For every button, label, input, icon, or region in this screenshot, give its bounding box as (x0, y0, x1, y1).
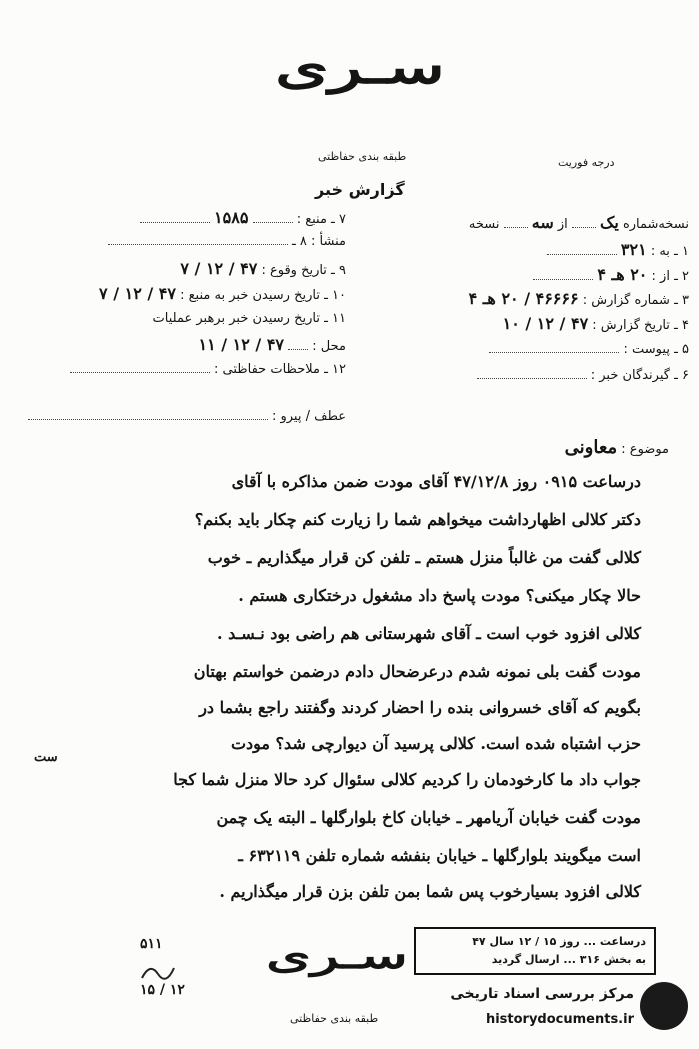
classification-label-top: طبقه بندی حفاظتی (318, 150, 407, 163)
reference-row (28, 409, 346, 424)
event-date-row (180, 259, 346, 278)
ops-receipt-row (153, 311, 346, 326)
body-annotation: ست (34, 750, 58, 765)
report-number-row (469, 289, 689, 308)
dispatch-line-2: به بخش ۳۱۶ ... ارسال گردید (491, 953, 646, 966)
report-date-row (503, 314, 689, 333)
from-value: ۲۰ هـ ۴ (597, 265, 648, 284)
copies-label: نسخه (468, 217, 500, 232)
body-line-6: مودت گفت بلی نمونه شدم درعرضحال دادم درضمن خواستم بهتان (193, 662, 641, 681)
left-note-2: ۱۵ / ۱۲ (140, 982, 185, 998)
source-receipt-row (99, 284, 346, 303)
body-line-12: کلالی افزود بسیارخوب پس شما بمن تلفن بزن قرار میگذاریم . (219, 882, 641, 901)
priority-label: درجه فوریت (558, 156, 615, 169)
attachment-label: ۵ ـ پیوست : (623, 342, 689, 357)
dispatch-line-1: درساعت ... روز ۱۵ / ۱۲ سال ۴۷ (472, 935, 646, 948)
body-line-2: دکتر کلالی اظهارداشت میخواهم شما را زیارت کنم چکار باید بکنم؟ (194, 510, 641, 529)
source-receipt-label: ۱۰ ـ تاریخ رسیدن خبر به منبع : (180, 288, 346, 303)
subject-value: معاونی (564, 437, 618, 458)
report-no-value: ۴۶۶۶۶ / ۲۰ هـ ۴ (468, 289, 579, 308)
copy-no-value: یک (600, 213, 619, 232)
body-line-10: مودت گفت خیابان آریامهر ـ خیابان کاخ بلوارگلها ـ البته یک چمن (216, 808, 641, 827)
from-row (533, 265, 689, 284)
watermark-logo (450, 978, 692, 1040)
body-line-11: است میگویند بلوارگلها ـ خیابان بنفشه شماره تلفن ۶۳۲۱۱۹ ـ (238, 846, 641, 865)
body-line-1: درساعت ۰۹۱۵ روز ۴۷/۱۲/۸ آقای مودت ضمن مذاکره با آقای (231, 472, 641, 491)
body-line-4: حالا چکار میکنی؟ مودت پاسخ داد مشغول درختکاری هستم . (238, 586, 641, 605)
watermark-url: historydocuments.ir (485, 1012, 634, 1027)
recipients-row (477, 368, 689, 383)
origin-label: منشأ : ۸ ـ (291, 234, 346, 249)
security-notes-row (70, 362, 346, 377)
place-value: ۴۷ / ۱۲ / ۱۱ (198, 335, 284, 354)
to-value: ۳۲۱ (620, 240, 647, 259)
archive-logo-icon (640, 982, 688, 1030)
report-title: گزارش خبر (315, 180, 405, 199)
classification-label-bottom: طبقه بندی حفاظتی (290, 1012, 379, 1025)
subject-row (565, 437, 669, 458)
to-row (547, 240, 689, 259)
dispatch-stamp-box (414, 927, 656, 975)
source-value: ۱۵۸۵ (214, 208, 249, 227)
body-line-9: جواب داد ما کارخودمان را کردیم کلالی سئوال کرد حالا منزل شما کجا (173, 770, 641, 789)
of-label: از (557, 217, 568, 232)
copy-no-label: نسخه‌شماره (622, 217, 689, 232)
security-notes-label: ۱۲ ـ ملاحظات حفاظتی : (214, 362, 346, 377)
source-row (140, 208, 346, 227)
body-line-5: کلالی افزود خوب است ـ آقای شهرستانی هم راضی بود نـسـد . (217, 624, 641, 643)
copy-number-row (469, 213, 689, 232)
event-date-label: ۹ ـ تاریخ وقوع : (261, 263, 346, 278)
attachment-row (489, 342, 689, 357)
event-date-value: ۴۷ / ۱۲ / ۷ (180, 259, 258, 278)
left-note-1: ۵۱۱ (140, 936, 163, 952)
from-label: ۲ ـ از : (651, 269, 689, 284)
top-secret-stamp: سـری (274, 40, 446, 94)
source-receipt-value: ۴۷ / ۱۲ / ۷ (99, 284, 176, 303)
recipients-label: ۶ ـ گیرندگان خبر : (590, 368, 689, 383)
to-label: ۱ ـ به : (650, 244, 689, 259)
place-row (198, 335, 346, 354)
body-line-8: حزب اشتباه شده است. کلالی پرسید آن دیوارچی شد؟ مودت (230, 734, 641, 753)
origin-row (108, 234, 346, 249)
of-value: سه (531, 213, 554, 232)
source-label: ۷ ـ منبع : (296, 212, 346, 227)
report-date-value: ۴۷ / ۱۲ / ۱۰ (502, 314, 589, 333)
report-no-label: ۳ ـ شماره گزارش : (582, 293, 689, 308)
reference-label: عطف / پیرو : (271, 409, 346, 424)
bottom-secret-stamp: سـری (265, 935, 408, 977)
body-line-7: بگویم که آقای خسروانی بنده را احضار کردند وگفتند راجع بشما در (199, 698, 641, 717)
handwritten-initials (138, 958, 178, 986)
report-date-label: ۴ ـ تاریخ گزارش : (592, 318, 689, 333)
ops-receipt-label: ۱۱ ـ تاریخ رسیدن خبر برهبر عملیات (152, 311, 346, 326)
place-label: محل : (312, 339, 346, 354)
body-line-3: کلالی گفت من غالباً منزل هستم ـ تلفن کن قرار میگذاریم ـ خوب (207, 548, 641, 567)
subject-label: موضوع : (621, 442, 669, 457)
watermark-text: مرکز بررسی اسناد تاریخی (450, 986, 634, 1002)
